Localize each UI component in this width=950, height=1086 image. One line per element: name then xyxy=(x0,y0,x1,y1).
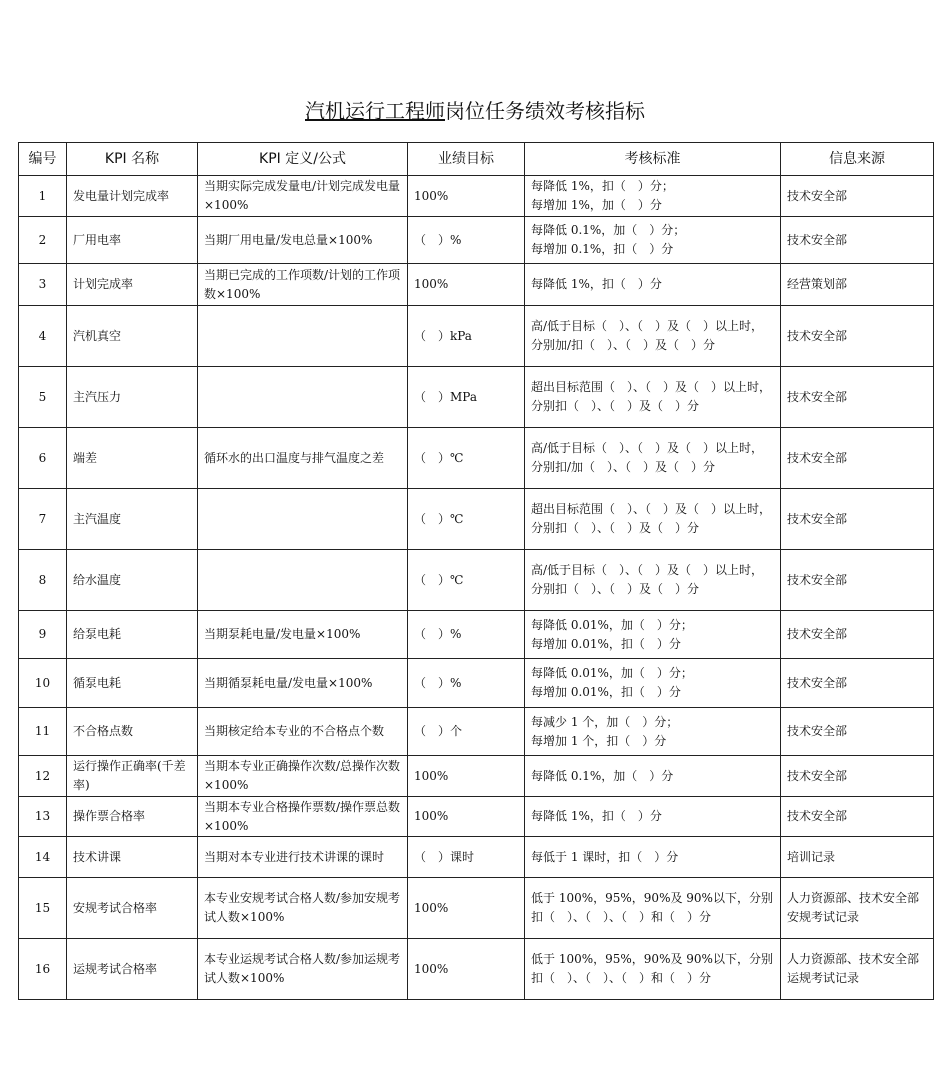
cell-kpi-name: 技术讲课 xyxy=(67,837,198,878)
cell-kpi-definition: 当期泵耗电量/发电量×100% xyxy=(198,611,408,659)
cell-source: 技术安全部 xyxy=(781,428,934,489)
cell-kpi-definition xyxy=(198,550,408,611)
cell-target: （ ）课时 xyxy=(408,837,525,878)
cell-standard: 每减少 1 个，加（ ）分； 每增加 1 个，扣（ ）分 xyxy=(525,708,781,756)
cell-kpi-name: 发电量计划完成率 xyxy=(67,176,198,217)
cell-source: 技术安全部 xyxy=(781,489,934,550)
page-title-underlined: 汽机运行工程师 xyxy=(305,99,445,123)
table-header-row xyxy=(19,143,934,176)
cell-no: 9 xyxy=(19,611,67,659)
cell-standard: 低于 100%，95%，90%及 90%以下，分别扣（ ）、（ ）、（ ）和（ ）分 xyxy=(525,939,781,1000)
cell-source: 技术安全部 xyxy=(781,659,934,708)
cell-target: （ ）℃ xyxy=(408,428,525,489)
cell-source: 经营策划部 xyxy=(781,264,934,306)
cell-kpi-name: 给泵电耗 xyxy=(67,611,198,659)
cell-no: 14 xyxy=(19,837,67,878)
table-row xyxy=(19,264,934,306)
cell-kpi-name: 运行操作正确率(千差率) xyxy=(67,756,198,797)
cell-standard: 低于 100%，95%，90%及 90%以下，分别扣（ ）、（ ）、（ ）和（ ）分 xyxy=(525,878,781,939)
cell-source: 人力资源部、技术安全部运规考试记录 xyxy=(781,939,934,1000)
table-row xyxy=(19,939,934,1000)
cell-no: 2 xyxy=(19,217,67,264)
cell-no: 3 xyxy=(19,264,67,306)
cell-no: 11 xyxy=(19,708,67,756)
col-header-no: 编号 xyxy=(19,143,67,176)
table-row xyxy=(19,176,934,217)
cell-target: 100% xyxy=(408,939,525,1000)
cell-kpi-definition: 本专业安规考试合格人数/参加安规考试人数×100% xyxy=(198,878,408,939)
cell-kpi-definition: 当期对本专业进行技术讲课的课时 xyxy=(198,837,408,878)
cell-kpi-name: 汽机真空 xyxy=(67,306,198,367)
table-row xyxy=(19,797,934,837)
cell-kpi-definition: 当期实际完成发量电/计划完成发电量×100% xyxy=(198,176,408,217)
cell-target: （ ）℃ xyxy=(408,489,525,550)
cell-target: 100% xyxy=(408,176,525,217)
cell-target: （ ）℃ xyxy=(408,550,525,611)
col-header-name: KPI 名称 xyxy=(67,143,198,176)
cell-no: 7 xyxy=(19,489,67,550)
cell-kpi-name: 主汽温度 xyxy=(67,489,198,550)
table-row xyxy=(19,756,934,797)
cell-standard: 每降低 1%，扣（ ）分； 每增加 1%，加（ ）分 xyxy=(525,176,781,217)
cell-kpi-definition: 当期厂用电量/发电总量×100% xyxy=(198,217,408,264)
table-row xyxy=(19,550,934,611)
cell-standard: 超出目标范围（ ）、（ ）及（ ）以上时，分别扣（ ）、（ ）及（ ）分 xyxy=(525,489,781,550)
cell-kpi-definition: 当期本专业正确操作次数/总操作次数×100% xyxy=(198,756,408,797)
cell-kpi-name: 不合格点数 xyxy=(67,708,198,756)
cell-kpi-name: 厂用电率 xyxy=(67,217,198,264)
cell-kpi-name: 主汽压力 xyxy=(67,367,198,428)
cell-standard: 高/低于目标（ ）、（ ）及（ ）以上时，分别加/扣（ ）、（ ）及（ ）分 xyxy=(525,306,781,367)
cell-target: （ ）MPa xyxy=(408,367,525,428)
cell-standard: 每降低 1%，扣（ ）分 xyxy=(525,797,781,837)
cell-source: 技术安全部 xyxy=(781,550,934,611)
cell-kpi-definition xyxy=(198,306,408,367)
table-row xyxy=(19,489,934,550)
table-row xyxy=(19,837,934,878)
cell-target: （ ）kPa xyxy=(408,306,525,367)
cell-kpi-name: 循泵电耗 xyxy=(67,659,198,708)
cell-standard: 每降低 0.1%，加（ ）分 xyxy=(525,756,781,797)
col-header-standard: 考核标准 xyxy=(525,143,781,176)
cell-standard: 超出目标范围（ ）、（ ）及（ ）以上时，分别扣（ ）、（ ）及（ ）分 xyxy=(525,367,781,428)
table-row xyxy=(19,217,934,264)
cell-source: 技术安全部 xyxy=(781,306,934,367)
cell-kpi-definition: 本专业运规考试合格人数/参加运规考试人数×100% xyxy=(198,939,408,1000)
cell-standard: 每降低 0.1%，加（ ）分； 每增加 0.1%，扣（ ）分 xyxy=(525,217,781,264)
cell-source: 技术安全部 xyxy=(781,708,934,756)
cell-no: 10 xyxy=(19,659,67,708)
page-title-rest: 岗位任务绩效考核指标 xyxy=(445,99,645,123)
cell-kpi-name: 安规考试合格率 xyxy=(67,878,198,939)
cell-target: （ ）% xyxy=(408,611,525,659)
cell-no: 1 xyxy=(19,176,67,217)
cell-kpi-definition xyxy=(198,367,408,428)
cell-no: 8 xyxy=(19,550,67,611)
table-row xyxy=(19,306,934,367)
cell-kpi-name: 给水温度 xyxy=(67,550,198,611)
cell-target: （ ）个 xyxy=(408,708,525,756)
cell-kpi-definition: 当期核定给本专业的不合格点个数 xyxy=(198,708,408,756)
cell-source: 技术安全部 xyxy=(781,176,934,217)
cell-source: 技术安全部 xyxy=(781,217,934,264)
cell-source: 技术安全部 xyxy=(781,797,934,837)
cell-kpi-definition: 循环水的出口温度与排气温度之差 xyxy=(198,428,408,489)
cell-kpi-definition xyxy=(198,489,408,550)
cell-kpi-name: 计划完成率 xyxy=(67,264,198,306)
cell-kpi-name: 端差 xyxy=(67,428,198,489)
table-row xyxy=(19,878,934,939)
col-header-target: 业绩目标 xyxy=(408,143,525,176)
cell-no: 15 xyxy=(19,878,67,939)
cell-standard: 高/低于目标（ ）、（ ）及（ ）以上时，分别扣/加（ ）、（ ）及（ ）分 xyxy=(525,428,781,489)
cell-target: 100% xyxy=(408,797,525,837)
cell-target: （ ）% xyxy=(408,217,525,264)
cell-standard: 每降低 1%，扣（ ）分 xyxy=(525,264,781,306)
page-title xyxy=(0,95,950,124)
cell-kpi-name: 操作票合格率 xyxy=(67,797,198,837)
cell-target: 100% xyxy=(408,756,525,797)
cell-source: 培训记录 xyxy=(781,837,934,878)
cell-no: 4 xyxy=(19,306,67,367)
cell-no: 16 xyxy=(19,939,67,1000)
cell-kpi-name: 运规考试合格率 xyxy=(67,939,198,1000)
table-row xyxy=(19,659,934,708)
cell-target: 100% xyxy=(408,264,525,306)
kpi-table xyxy=(18,142,934,1000)
table-row xyxy=(19,708,934,756)
cell-standard: 高/低于目标（ ）、（ ）及（ ）以上时，分别扣（ ）、（ ）及（ ）分 xyxy=(525,550,781,611)
table-row xyxy=(19,611,934,659)
cell-kpi-definition: 当期本专业合格操作票数/操作票总数×100% xyxy=(198,797,408,837)
cell-target: （ ）% xyxy=(408,659,525,708)
cell-source: 技术安全部 xyxy=(781,756,934,797)
cell-kpi-definition: 当期已完成的工作项数/计划的工作项数×100% xyxy=(198,264,408,306)
cell-target: 100% xyxy=(408,878,525,939)
table-row xyxy=(19,367,934,428)
cell-standard: 每降低 0.01%，加（ ）分； 每增加 0.01%，扣（ ）分 xyxy=(525,611,781,659)
cell-source: 技术安全部 xyxy=(781,367,934,428)
col-header-source: 信息来源 xyxy=(781,143,934,176)
cell-source: 技术安全部 xyxy=(781,611,934,659)
cell-no: 12 xyxy=(19,756,67,797)
cell-standard: 每低于 1 课时，扣（ ）分 xyxy=(525,837,781,878)
cell-no: 5 xyxy=(19,367,67,428)
cell-kpi-definition: 当期循泵耗电量/发电量×100% xyxy=(198,659,408,708)
table-row xyxy=(19,428,934,489)
cell-no: 6 xyxy=(19,428,67,489)
col-header-definition: KPI 定义/公式 xyxy=(198,143,408,176)
cell-source: 人力资源部、技术安全部安规考试记录 xyxy=(781,878,934,939)
cell-no: 13 xyxy=(19,797,67,837)
cell-standard: 每降低 0.01%，加（ ）分； 每增加 0.01%，扣（ ）分 xyxy=(525,659,781,708)
